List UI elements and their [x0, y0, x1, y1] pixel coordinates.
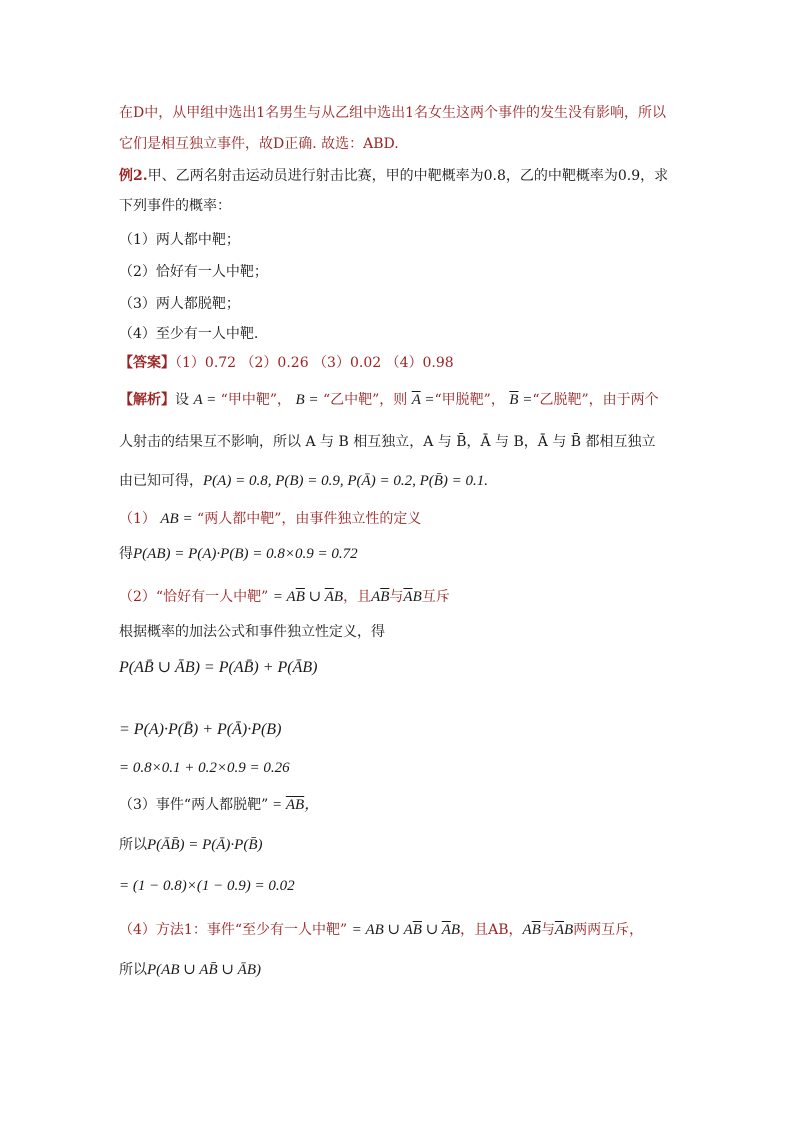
equation-3: = 0.8×0.1 + 0.2×0.9 = 0.26 — [119, 760, 290, 776]
part1-prefix: （1） — [119, 511, 156, 527]
part4-and: ，且AB， — [460, 922, 523, 938]
question-item-3: （3）两人都脱靶； — [119, 296, 240, 312]
example-label: 例2. — [119, 168, 148, 184]
analysis-line-3 — [119, 471, 488, 491]
part4-with: 与 — [540, 922, 555, 938]
event-hit-a: “甲中靶”， — [220, 392, 291, 408]
part2-and: ，且 — [343, 589, 372, 605]
part4-prefix: 所以 — [119, 962, 147, 978]
part1-result-prefix: 得 — [119, 546, 133, 562]
question-item-1: （1）两人都中靶； — [119, 232, 240, 248]
analysis-text-set: 设 — [175, 392, 189, 408]
part4-line — [119, 920, 643, 940]
part1-line — [119, 509, 421, 529]
intro-line-2: 它们是相互独立事件，故D正确. 故选：ABD. — [119, 136, 399, 152]
part4-text: （4）方法1：事件“至少有一人中靶” — [119, 922, 348, 938]
event-hit-b: “乙中靶”，则 — [322, 392, 408, 408]
math-both-miss: = $\overline{A}\overline{B}$， — [268, 797, 320, 813]
part3-line — [119, 795, 319, 815]
example-stem-text: 甲、乙两名射击运动员进行射击比赛，甲的中靶概率为0.8，乙的中靶概率为0.9，求 — [147, 168, 669, 184]
part1-text: “两人都中靶”，由事件独立性的定义 — [197, 511, 422, 527]
example-stem-1 — [119, 166, 668, 186]
math-A-bar: $\overline{A}$ = — [411, 392, 435, 408]
math-union: = $A\overline{B}$ ∪ $\overline{A}B$ — [272, 589, 344, 605]
event-miss-a: “甲脱靶”， — [434, 392, 505, 408]
answer-line — [119, 353, 454, 373]
analysis-line-2: 人射击的结果互不影响，所以 A 与 B 相互独立，A 与 B̄，Ā 与 B，Ā 与 B̄ 都相互独立 — [119, 434, 656, 450]
part2-prefix: （2）“恰好有一人中靶” — [119, 589, 269, 605]
part4-eq-line — [119, 960, 261, 980]
equation-4: = (1 − 0.8)×(1 − 0.9) = 0.02 — [119, 878, 295, 894]
question-item-4: （4）至少有一人中靶. — [119, 326, 259, 342]
part2-text-line: 根据概率的加法公式和事件独立性定义，得 — [119, 624, 385, 640]
part3-text: （3）事件“两人都脱靶” — [119, 797, 269, 813]
equation-1: P(AB̄ ∪ ĀB) = P(AB̄) + P(ĀB) — [119, 659, 318, 676]
math-AB-bar-2: $A\overline{B}$ — [522, 922, 541, 938]
question-item-2: （2）恰好有一人中靶； — [119, 264, 268, 280]
part1-result-line — [119, 544, 358, 564]
intro-line-1: 在D中，从甲组中选出1名男生与从乙组中选出1名女生这两个事件的发生没有影响，所以 — [119, 105, 667, 121]
part1-equation: P(AB) = P(A)·P(B) = 0.8×0.9 = 0.72 — [133, 546, 358, 562]
part4-exclusive: 两两互斥， — [573, 922, 644, 938]
math-A-bar-B: $\overline{A}B$ — [403, 589, 422, 605]
answer-text: （1）0.72 （2）0.26 （3）0.02 （4）0.98 — [175, 355, 454, 371]
analysis-label: 【解析】 — [119, 392, 175, 408]
math-A: A = — [193, 392, 217, 408]
part2-with: 与 — [389, 589, 404, 605]
math-B: B = — [295, 392, 319, 408]
given-text: 由已知可得， — [119, 473, 203, 489]
part3-prefix: 所以 — [119, 837, 147, 853]
example-stem-2: 下列事件的概率： — [119, 198, 231, 214]
answer-label: 【答案】 — [119, 355, 175, 371]
event-miss-b: “乙脱靶”，由于两个 — [532, 392, 659, 408]
part2-line — [119, 587, 450, 607]
math-AB-bar: $A\overline{B}$ — [371, 589, 390, 605]
analysis-line-1 — [119, 390, 659, 410]
math-AB: AB = — [160, 511, 193, 527]
part2-exclusive: 互斥 — [421, 589, 450, 605]
part3-eq-line — [119, 835, 262, 855]
equation-2: = P(A)·P(B̄) + P(Ā)·P(B) — [119, 721, 282, 738]
math-at-least-one: = AB ∪ $A\overline{B}$ ∪ $\overline{A}B$ — [351, 922, 461, 938]
part4-equation: P(AB ∪ AB̄ ∪ ĀB) — [147, 962, 261, 978]
math-A-bar-B-2: $\overline{A}B$ — [554, 922, 574, 938]
part3-equation: P(ĀB̄) = P(Ā)·P(B̄) — [147, 837, 263, 853]
given-probabilities: P(A) = 0.8, P(B) = 0.9, P(Ā) = 0.2, P(B̄) = 0.1. — [203, 473, 488, 489]
math-B-bar: $\overline{B}$ = — [509, 392, 533, 408]
